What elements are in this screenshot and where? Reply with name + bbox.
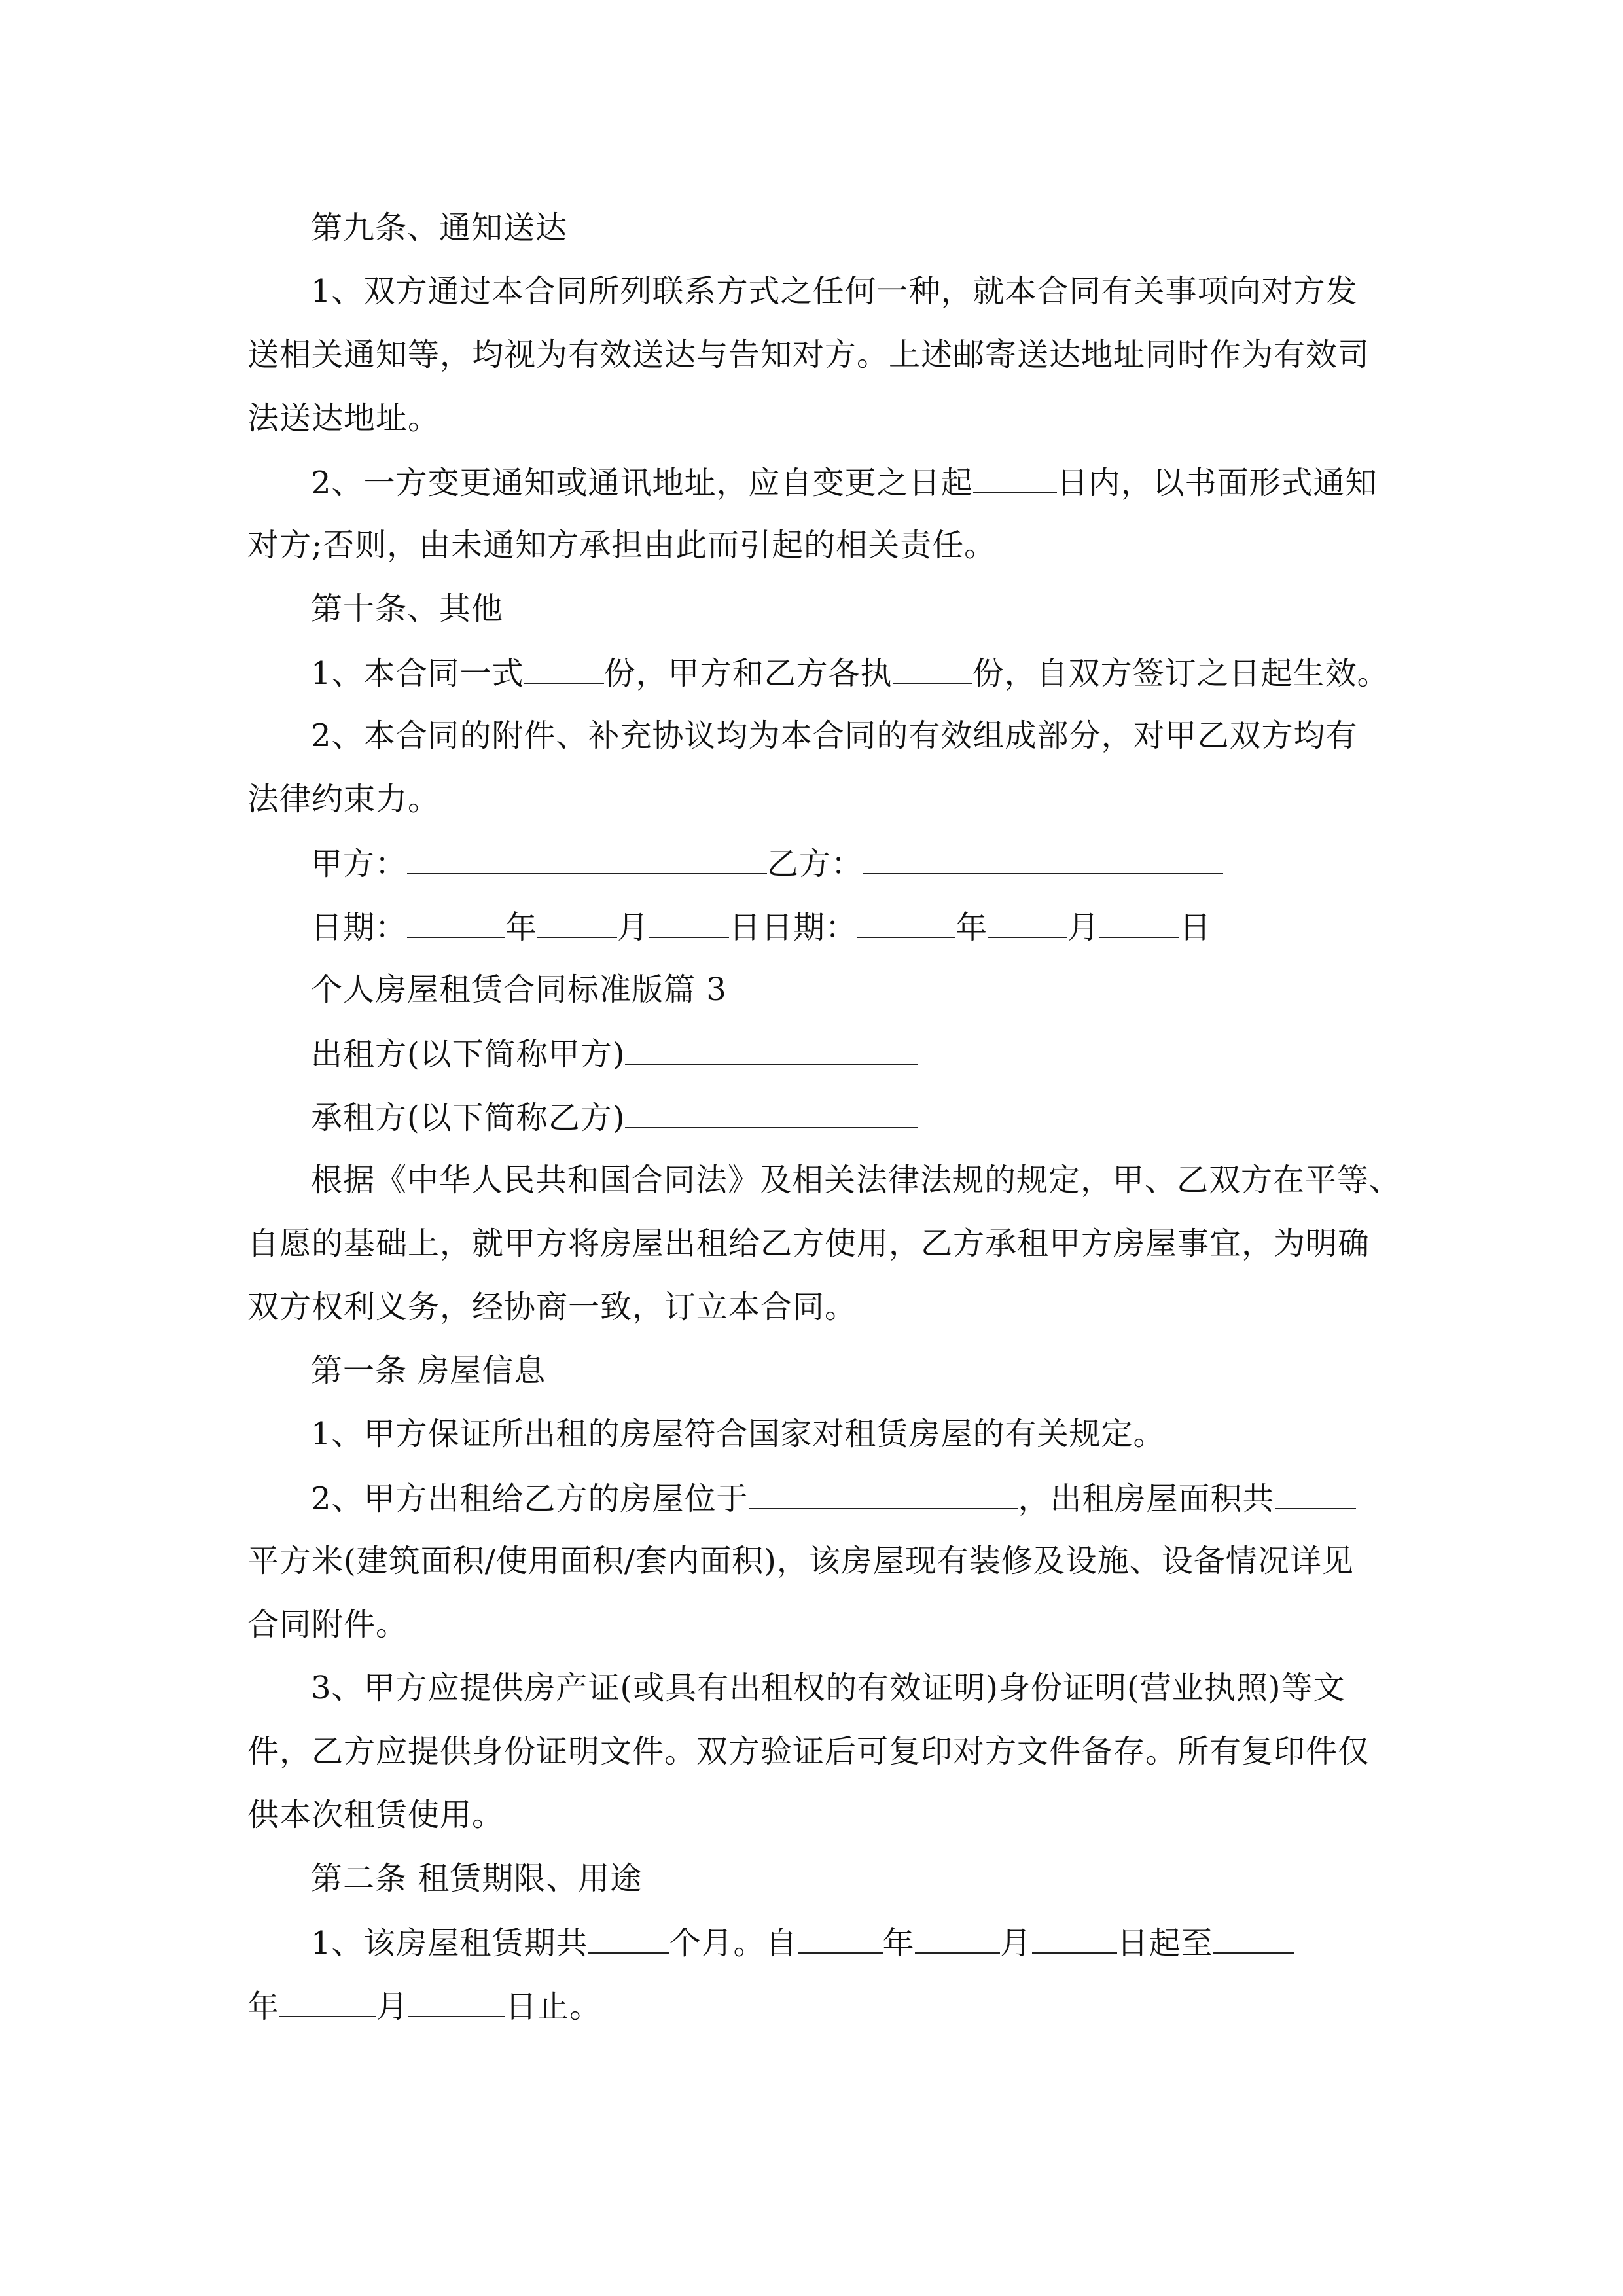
article-10-heading: 第十条、其他 (311, 590, 504, 627)
blank-field (537, 906, 617, 938)
lessor-name-field (625, 1033, 918, 1065)
signature-line (311, 843, 1223, 882)
blank-field (588, 1922, 669, 1954)
lessee-line: 承租方(以下简称乙方) (311, 1097, 918, 1136)
paragraph-line: 根据《中华人民共和国合同法》及相关法律法规的规定，甲、乙双方在平等、 (311, 1162, 1402, 1198)
area-field (1275, 1478, 1356, 1509)
paragraph-line: 自愿的基础上，就甲方将房屋出租给乙方使用，乙方承租甲方房屋事宜，为明确 (247, 1225, 1370, 1262)
blank-field (1213, 1922, 1294, 1954)
article-2-heading: 第二条 租赁期限、用途 (311, 1860, 643, 1897)
blank-field (408, 1986, 505, 2017)
blank-field (915, 1922, 1000, 1954)
paragraph-line: 供本次租赁使用。 (247, 1797, 505, 1833)
paragraph-line: 2、一方变更通知或通讯地址，应自变更之日起 日内，以书面形式通知 (311, 462, 1378, 501)
article-9-heading: 第九条、通知送达 (311, 209, 568, 246)
blank-field (1032, 1922, 1117, 1954)
paragraph-line: 对方;否则，由未通知方承担由此而引起的相关责任。 (247, 527, 997, 564)
blank-field (407, 906, 505, 938)
party-b-signature-field (863, 843, 1223, 874)
paragraph-line: 1、甲方保证所出租的房屋符合国家对租赁房屋的有关规定。 (311, 1416, 1166, 1452)
paragraph-line: 2、甲方出租给乙方的房屋位于 ，出租房屋面积共 (311, 1478, 1356, 1517)
address-field (749, 1478, 1018, 1509)
blank-field (798, 1922, 883, 1954)
paragraph-line: 送相关通知等，均视为有效送达与告知对方。上述邮寄送达地址同时作为有效司 (247, 336, 1370, 373)
party-b-label: 乙方： (767, 846, 864, 882)
section-title: 个人房屋租赁合同标准版篇 3 (311, 971, 727, 1008)
party-a-signature-field (407, 843, 767, 874)
paragraph-line: 1、该房屋租赁期共 个月。自 年 月 日起至 (311, 1922, 1294, 1962)
lessee-name-field (625, 1097, 918, 1128)
paragraph-line: 法送达地址。 (247, 400, 440, 437)
lessor-line: 出租方(以下简称甲方) (311, 1033, 918, 1073)
paragraph-line: 1、本合同一式 份，甲方和乙方各执 份，自双方签订之日起生效。 (311, 653, 1389, 692)
paragraph-line: 合同附件。 (247, 1606, 408, 1643)
blank-field (649, 906, 729, 938)
paragraph-line: 2、本合同的附件、补充协议均为本合同的有效组成部分，对甲乙双方均有 (311, 717, 1358, 754)
paragraph-line: 法律约束力。 (247, 781, 440, 817)
party-a-label: 甲方： (311, 846, 408, 882)
paragraph-line: 年 月 日止。 (247, 1986, 601, 2025)
blank-field (893, 653, 972, 684)
paragraph-line: 1、双方通过本合同所列联系方式之任何一种，就本合同有关事项向对方发 (311, 273, 1358, 310)
blank-field (1099, 906, 1179, 938)
paragraph-line: 件，乙方应提供身份证明文件。双方验证后可复印对方文件备存。所有复印件仅 (247, 1733, 1370, 1770)
article-1-heading: 第一条 房屋信息 (311, 1352, 546, 1389)
paragraph-line: 双方权利义务，经协商一致，订立本合同。 (247, 1289, 857, 1325)
blank-field (524, 653, 604, 684)
blank-field (988, 906, 1067, 938)
blank-field (279, 1986, 376, 2017)
date-line: 日期： 年 月 日日期： 年 月 日 (311, 906, 1211, 946)
blank-field (857, 906, 955, 938)
paragraph-line: 3、甲方应提供房产证(或具有出租权的有效证明)身份证明(营业执照)等文 (311, 1670, 1346, 1706)
blank-field (973, 462, 1057, 493)
paragraph-line: 平方米(建筑面积/使用面积/套内面积)，该房屋现有装修及设施、设备情况详见 (247, 1543, 1354, 1579)
